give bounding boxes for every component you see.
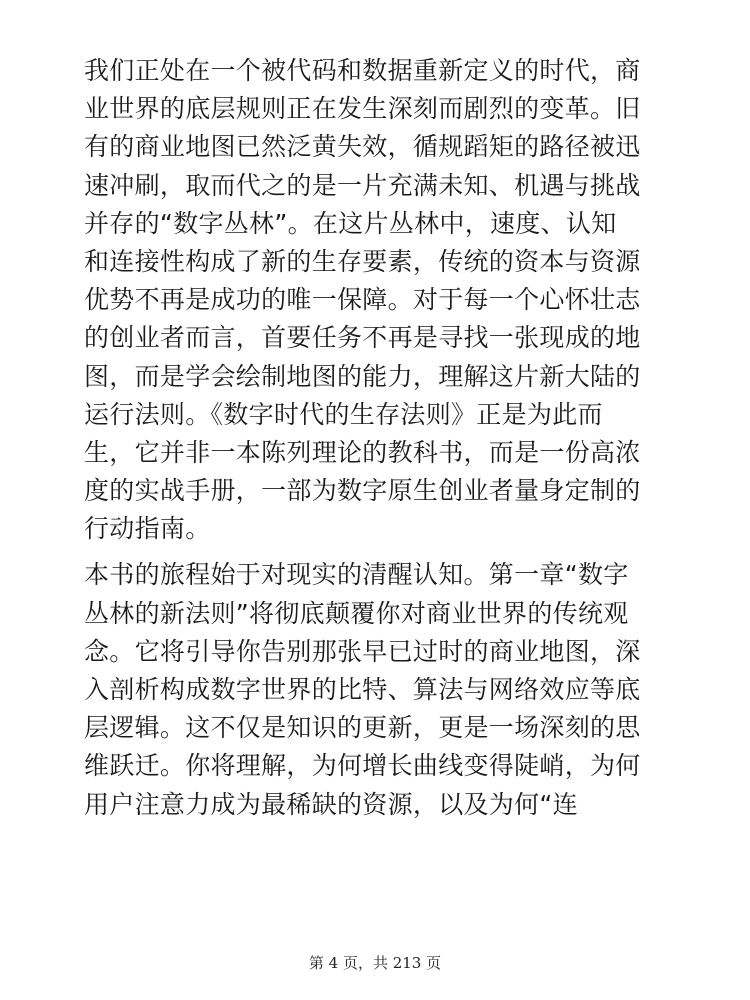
text-line: 优势不再是成功的唯一保障。对于每一个心怀壮志 xyxy=(84,285,641,315)
text-line: 和连接性构成了新的生存要素，传统的资本与资源 xyxy=(84,246,641,276)
text-line: 我们正处在一个被代码和数据重新定义的时代，商 xyxy=(84,56,641,85)
paragraph-2 xyxy=(84,556,674,823)
text-line: 丛林的新法则”将彻底颠覆你对商业世界的传统观 xyxy=(84,598,629,628)
text-line: 念。它将引导你告别那张早已过时的商业地图，深 xyxy=(84,636,641,666)
text-line: 入剖析构成数字世界的比特、算法与网络效应等底 xyxy=(84,675,641,704)
text-line: 本书的旅程始于对现实的清醒认知。第一章“数字 xyxy=(84,560,629,590)
text-line: 运行法则。《数字时代的生存法则》正是为此而 xyxy=(84,399,603,429)
text-line: 速冲刷，取而代之的是一片充满未知、机遇与挑战 xyxy=(84,170,641,200)
text-line: 度的实战手册，一部为数字原生创业者量身定制的 xyxy=(84,476,641,506)
text-line: 行动指南。 xyxy=(84,514,211,544)
text-line: 用户注意力成为最稀缺的资源，以及为何“连 xyxy=(84,789,578,819)
page-number-footer: 第 4 页，共 213 页 xyxy=(308,954,442,972)
text-line: 并存的“数字丛林”。在这片丛林中，速度、认知 xyxy=(84,208,617,238)
paragraph-1 xyxy=(84,52,674,548)
text-line: 层逻辑。这不仅是知识的更新，更是一场深刻的思 xyxy=(84,713,641,743)
text-line: 的创业者而言，首要任务不再是寻找一张现成的地 xyxy=(84,323,641,353)
text-line: 业世界的底层规则正在发生深刻而剧烈的变革。旧 xyxy=(84,94,641,124)
text-line: 有的商业地图已然泛黄失效，循规蹈矩的路径被迅 xyxy=(84,132,641,162)
text-line: 图，而是学会绘制地图的能力，理解这片新大陆的 xyxy=(84,361,641,391)
text-line: 生，它并非一本陈列理论的教科书，而是一份高浓 xyxy=(84,437,641,467)
text-line: 维跃迁。你将理解，为何增长曲线变得陡峭，为何 xyxy=(84,751,641,781)
body-text xyxy=(84,52,674,824)
